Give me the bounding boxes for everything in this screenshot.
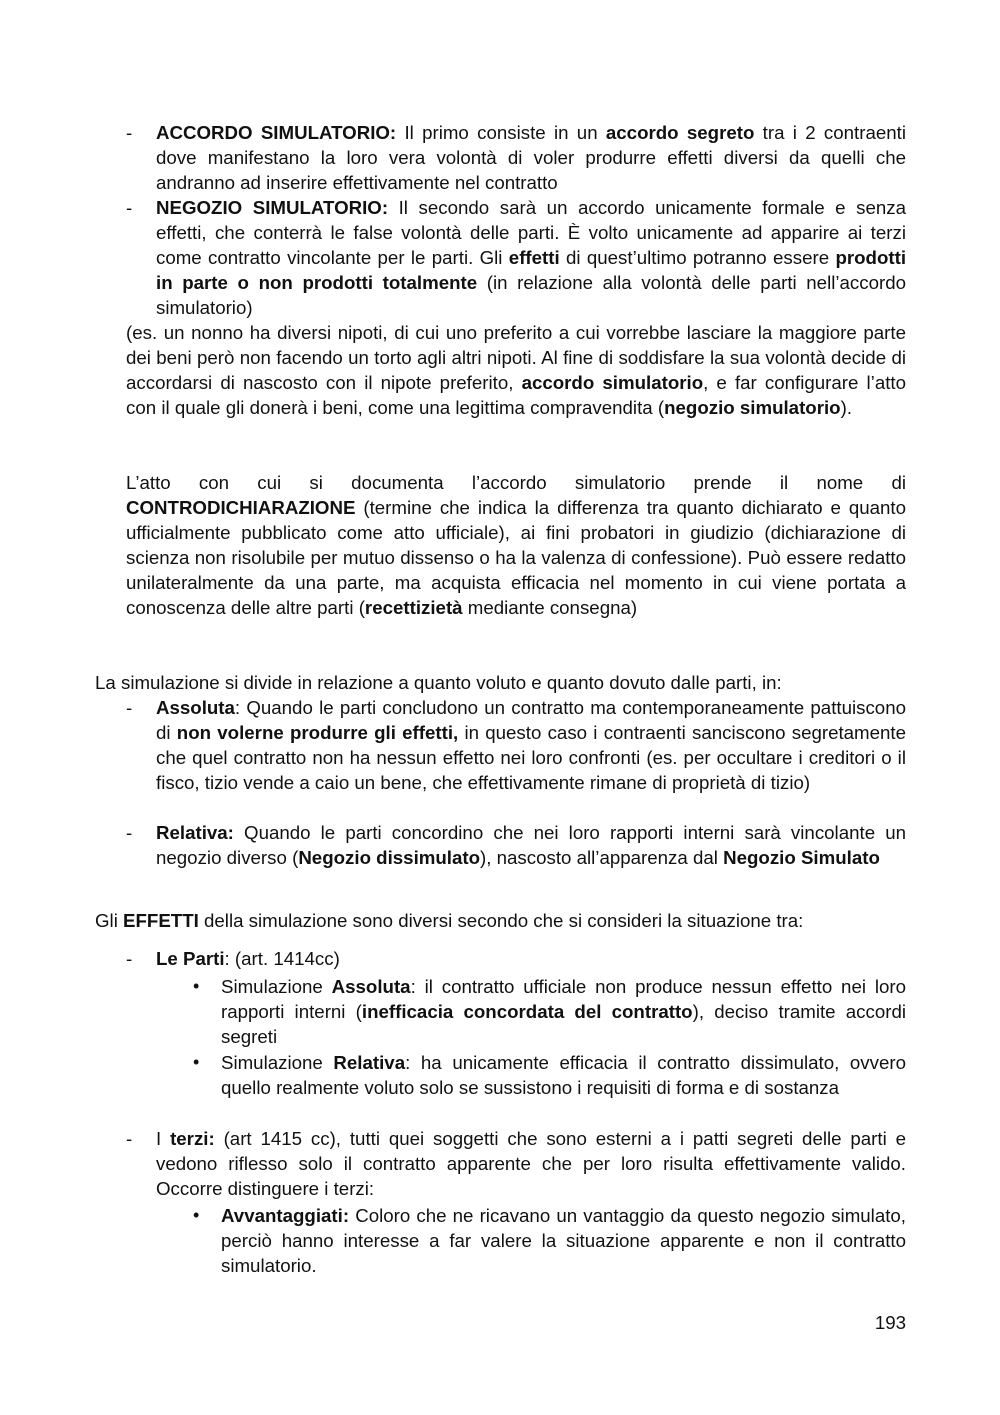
controdichiarazione-paragraph: L’atto con cui si documenta l’accordo simulatorio prende il nome di CONTRODICHIARAZIONE (termine che indica la differenza tra quanto dichiarato e quanto ufficialmente pubblicato come atto ufficiale), ai fini probatori in giudizio (dichiarazione di scienza non risolubile per mutuo dissenso o ha la valenza di confessione). Può essere redatto unilateralmente da una parte, ma acquista efficacia nel momento in cui viene portata a conoscenza delle altre parti (recettizietà mediante consegna) (126, 472, 906, 618)
assoluta-item: Assoluta: Quando le parti concludono un contratto ma contemporaneamente pattuiscono di non volerne produrre gli effetti, in questo caso i contraenti sanciscono segretamente che quel contratto non ha nessun effetto nei loro confronti (es. per occultare i creditori o il fisco, tizio vende a caio un bene, che effettivamente rimane di proprietà di tizio) (156, 697, 906, 793)
parti-relativa-bullet: Simulazione Relativa: ha unicamente efficacia il contratto dissimulato, ovvero quello realmente voluto solo se sussistono i requisiti di forma e di sostanza (221, 1052, 906, 1098)
bullet-icon: • (193, 1205, 200, 1225)
avvantaggiati-bullet: Avvantaggiati: Coloro che ne ricavano un vantaggio da questo negozio simulato, perciò hanno interesse a far valere la situazione apparente e non il contratto simulatorio. (221, 1205, 906, 1276)
list-dash: - (126, 1128, 133, 1149)
relativa-item: Relativa: Quando le parti concordino che nei loro rapporti interni sarà vincolante un negozio diverso (Negozio dissimulato), nascosto all’apparenza dal Negozio Simulato (156, 822, 906, 868)
list-dash: - (126, 697, 133, 718)
list-dash: - (126, 948, 133, 969)
bullet-icon: • (193, 1052, 200, 1072)
le-parti-item: Le Parti: (art. 1414cc) (156, 948, 340, 969)
page-number: 193 (874, 1312, 906, 1333)
terzi-item: I terzi: (art 1415 cc), tutti quei soggetti che sono esterni a i patti segreti delle parti e vedono riflesso solo il contratto apparente che per loro risulta effettivamente valido. Occorre distinguere i terzi: (156, 1128, 906, 1199)
negozio-simulatorio-item: NEGOZIO SIMULATORIO: Il secondo sarà un accordo unicamente formale e senza effetti, che conterrà le false volontà delle parti. È volto unicamente ad apparire ai terzi come contratto vincolante per le parti. Gli effetti di quest’ultimo potranno essere prodotti in parte o non prodotti totalmente (in relazione alla volontà delle parti nell’accordo simulatorio) (156, 197, 907, 318)
parti-assoluta-bullet: Simulazione Assoluta: il contratto ufficiale non produce nessun effetto nei loro rapporti interni (inefficacia concordata del contratto), deciso tramite accordi segreti (221, 976, 906, 1047)
example-paragraph: (es. un nonno ha diversi nipoti, di cui uno preferito a cui vorrebbe lasciare la maggiore parte dei beni però non facendo un torto agli altri nipoti. Al fine di soddisfare la sua volontà decide di accordarsi di nascosto con il nipote preferito, accordo simulatorio, e far configurare l’atto con il quale gli donerà i beni, come una legittima compravendita (negozio simulatorio). (126, 322, 906, 418)
accordo-simulatorio-item: ACCORDO SIMULATORIO: Il primo consiste in un accordo segreto tra i 2 contraenti dove manifestano la loro vera volontà di voler produrre effetti diversi da quelli che andranno ad inserire effettivamente nel contratto (156, 122, 906, 193)
division-intro: La simulazione si divide in relazione a quanto voluto e quanto dovuto dalle parti, in: (95, 672, 782, 693)
bullet-icon: • (193, 976, 200, 996)
list-dash: - (126, 122, 133, 143)
list-dash: - (126, 197, 133, 218)
effetti-intro: Gli EFFETTI della simulazione sono diversi secondo che si consideri la situazione tra: (95, 910, 804, 931)
list-dash: - (126, 822, 133, 843)
